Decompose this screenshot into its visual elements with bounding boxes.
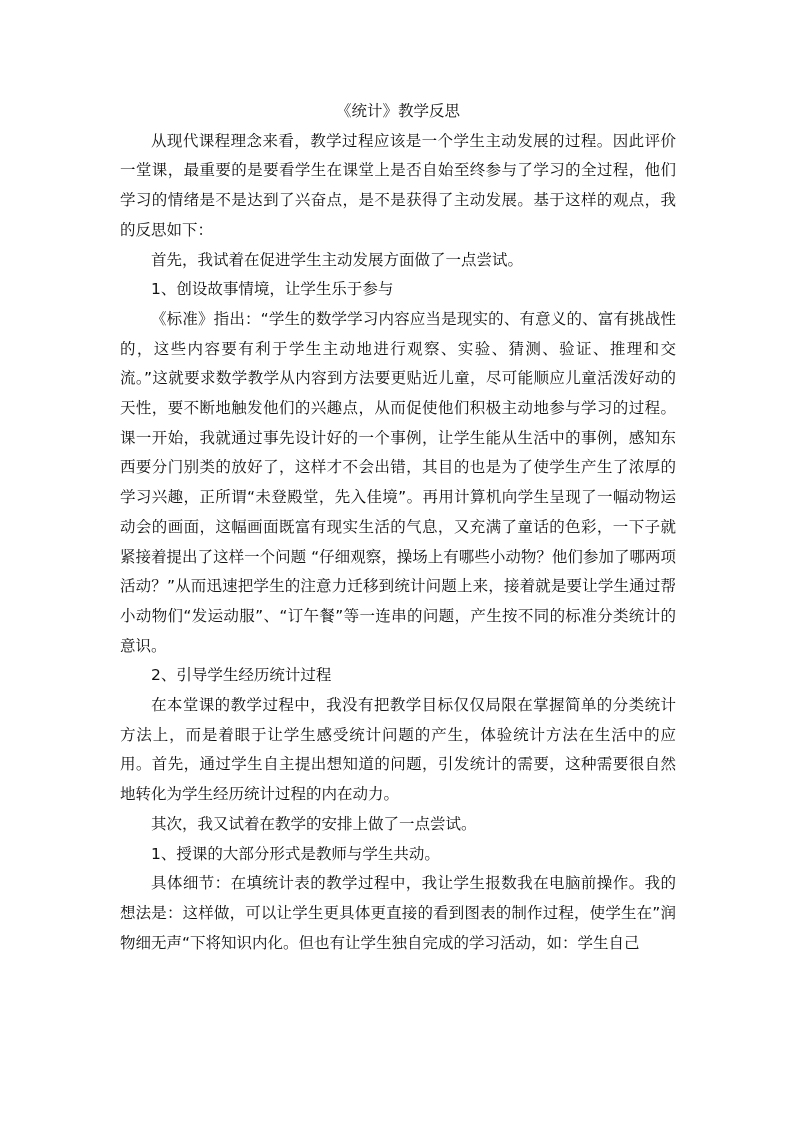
paragraph-first-point: 首先，我试着在促进学生主动发展方面做了一点尝试。 (151, 250, 524, 269)
paragraph-details: 具体细节：在填统计表的教学过程中，我让学生报数我在电脑前操作。我的想法是：这样做，可以让学生更具体更直接的看到图表的制作过程，使学生在”润物细无声“下将知识内化。但也有让学生独自完成的学习活动，如：学生自己 (120, 874, 676, 952)
paragraph-intro: 从现代课程理念来看，教学过程应该是一个学生主动发展的过程。因此评价一堂课，最重要的是要看学生在课堂上是否自始至终参与了学习的全过程，他们学习的情绪是不是达到了兴奋点，是不是获得了主动发展。基于这样的观点，我的反思如下： (120, 131, 676, 239)
section-heading-teacher-student: 1、授课的大部分形式是教师与学生共动。 (151, 844, 440, 863)
document-title: 《统计》教学反思 (335, 102, 460, 120)
paragraph-second-point: 其次，我又试着在教学的安排上做了一点尝试。 (151, 814, 477, 833)
document-body (120, 97, 676, 958)
section-heading-story-context: 1、创设故事情境，让学生乐于参与 (151, 280, 394, 299)
paragraph-standard-quote: 《标准》指出：“学生的数学学习内容应当是现实的、有意义的、富有挑战性的，这些内容要有利于学生主动地进行观察、实验、猜测、验证、推理和交流。”这就要求数学教学从内容到方法要更贴近儿童，尽可能顺应儿童活泼好动的天性，要不断地触发他们的兴趣点，从而促使他们积极主动地参与学习的过程。课一开始，我就通过事先设计好的一个事例，让学生能从生活中的事例，感知东西要分门别类的放好了，这样才不会出错，其目的也是为了使学生产生了浓厚的学习兴趣，正所谓“未登殿堂，先入佳境”。再用计算机向学生呈现了一幅动物运动会的画面，这幅画面既富有现实生活的气息，又充满了童话的色彩，一下子就紧接着提出了这样一个问题 “仔细观察，操场上有哪些小动物？他们参加了哪两项活动？”从而迅速把学生的注意力迁移到统计问题上来，接着就是要让学生通过帮小动物们“发运动服”、“订午餐”等一连串的问题，产生按不同的标准分类统计的意识。 (120, 309, 676, 655)
section-heading-statistics-process: 2、引导学生经历统计过程 (151, 666, 332, 685)
paragraph-statistics-process: 在本堂课的教学过程中，我没有把教学目标仅仅局限在掌握简单的分类统计方法上，而是着眼于让学生感受统计问题的产生，体验统计方法在生活中的应用。首先，通过学生自主提出想知道的问题，引发统计的需要，这种需要很自然地转化为学生经历统计过程的内在动力。 (120, 696, 676, 804)
